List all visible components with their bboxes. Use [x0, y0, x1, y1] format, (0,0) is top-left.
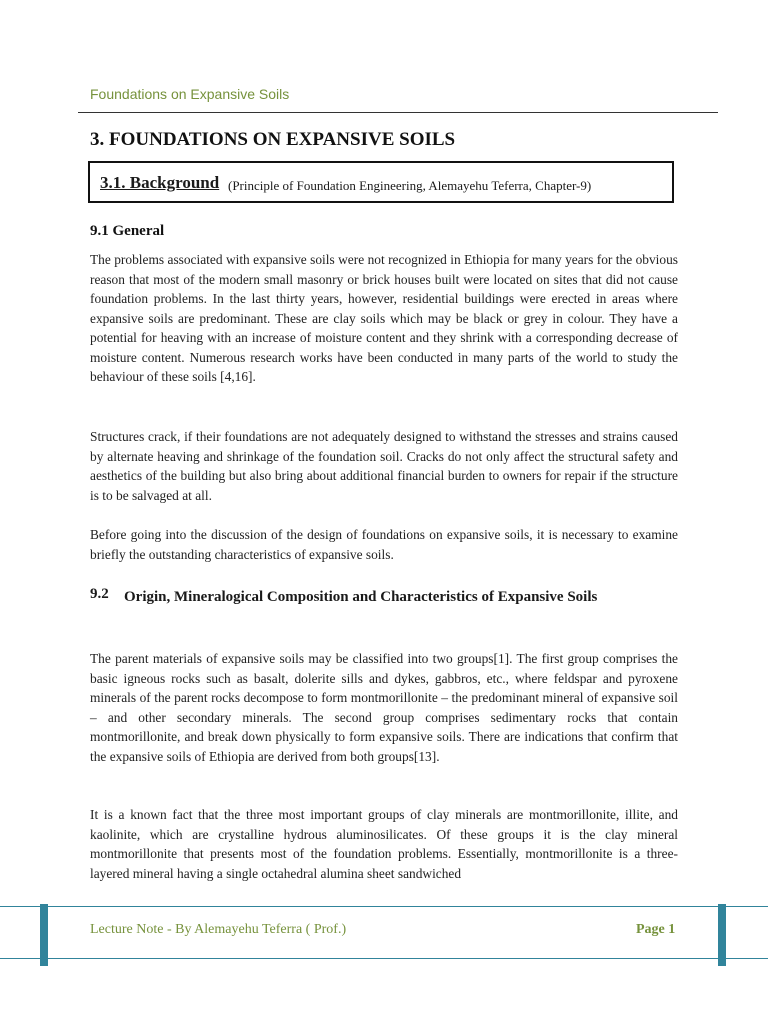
- background-heading: 3.1. Background: [100, 173, 220, 192]
- footer-bar-left: [40, 904, 48, 966]
- footer-rule-bottom: [0, 958, 768, 959]
- running-header: Foundations on Expansive Soils: [90, 86, 290, 102]
- footer-rule-top: [0, 906, 768, 907]
- paragraph: Before going into the discussion of the design of foundations on expansive soils, it is necessary to examine briefly the outstanding characteristics of expansive soils.: [90, 527, 678, 562]
- section-number: 9.2: [90, 586, 109, 602]
- header-rule: [78, 112, 718, 113]
- paragraph: It is a known fact that the three most important groups of clay minerals are montmorillonite, illite, and kaolinite, which are crystalline hydrous aluminosilicates. Of these groups it is the clay mineral montmorillonite that presents most of the foundation problems. Essentially, montmorillonite is a three-layered mineral having a single octahedral alumina sheet sandwiched: [90, 807, 678, 881]
- footer-author: Lecture Note - By Alemayehu Teferra ( Prof.): [90, 922, 347, 937]
- section-9-1-heading: 9.1 General: [90, 223, 165, 239]
- section-title: Origin, Mineralogical Composition and Characteristics of Expansive Soils: [124, 589, 598, 605]
- paragraph: The problems associated with expansive soils were not recognized in Ethiopia for many years for the obvious reason that most of the modern small masonry or brick houses built were located on sites that did not cause foundation problems. In the last thirty years, however, residential buildings were erected in areas where expansive soils are predominant. These are clay soils which may be black or grey in colour. They have a potential for heaving with an increase of moisture content and they shrink with a corresponding decrease of moisture content. Numerous research works have been conducted in many parts of the world to study the behaviour of these soils [4,16].: [90, 252, 678, 384]
- footer-bar-right: [718, 904, 726, 966]
- page-number: Page 1: [636, 922, 676, 937]
- background-box: [88, 161, 674, 203]
- paragraph: Structures crack, if their foundations are not adequately designed to withstand the stresses and strains caused by alternate heaving and shrinkage of the foundation soil. Cracks do not only affect the structural safety and aesthetics of the building but also bring about additional financial burden to owners for repair if the structure is to be salvaged at all.: [90, 429, 678, 503]
- chapter-title: 3. FOUNDATIONS ON EXPANSIVE SOILS: [90, 129, 456, 150]
- paragraph: The parent materials of expansive soils may be classified into two groups[1]. The first group comprises the basic igneous rocks such as basalt, dolerite sills and dykes, gabbros, etc., where feldspar and pyroxene minerals of the parent rocks decompose to form montmorillonite – the predominant mineral of expansive soil – and other secondary minerals. The second group comprises sedimentary rocks that contain montmorillonite, and break down physically to form expansive soils. There are indications that confirm that the expansive soils of Ethiopia are derived from both groups[13].: [90, 651, 678, 764]
- background-reference: (Principle of Foundation Engineering, Alemayehu Teferra, Chapter-9): [228, 178, 592, 193]
